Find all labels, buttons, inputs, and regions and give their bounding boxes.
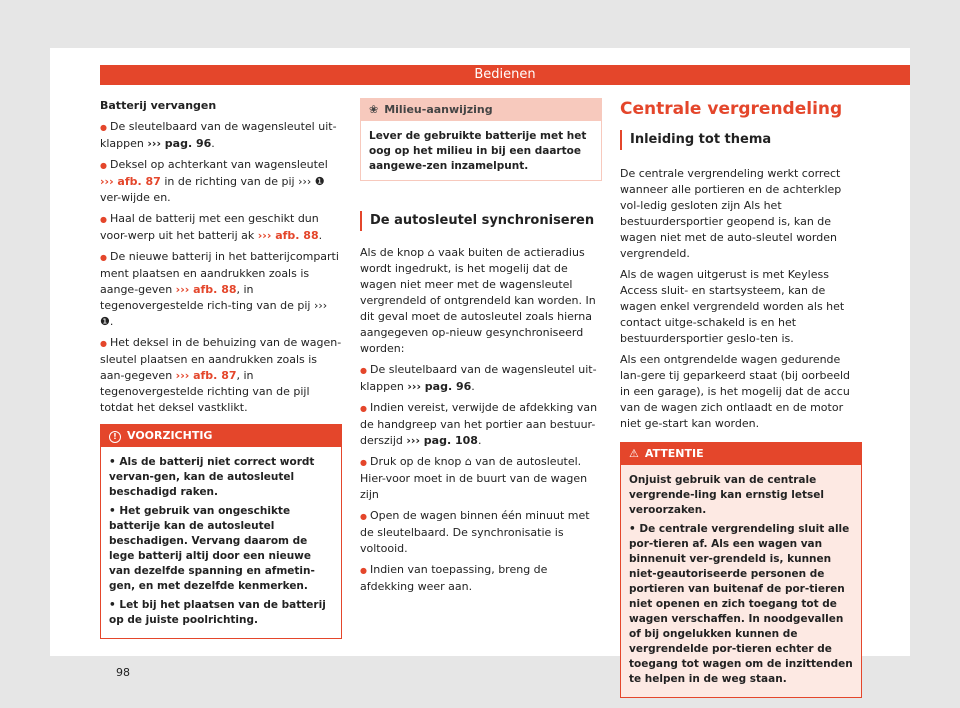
list-item <box>109 598 333 628</box>
caution-title: VOORZICHTIG <box>127 429 213 442</box>
page-number: 98 <box>116 666 130 679</box>
list-item <box>360 362 602 395</box>
step-text: De sleutelbaard van de wagensleutel uit-klappen <box>360 363 597 393</box>
chapter-subtitle: Inleiding tot thema <box>620 130 862 150</box>
info-circle-icon: ! <box>109 431 121 443</box>
bullet-icon: ● <box>360 512 367 521</box>
bullet-icon: • <box>109 599 120 611</box>
column-middle <box>360 98 602 600</box>
list-item <box>100 249 342 330</box>
battery-steps <box>100 119 342 416</box>
list-item <box>100 211 342 244</box>
list-item <box>360 454 602 503</box>
caution-body <box>101 447 341 638</box>
cross-reference-link[interactable]: ››› afb. 87 <box>175 369 237 382</box>
bullet-icon: • <box>109 456 120 468</box>
chapter-header: Bedienen <box>100 65 910 85</box>
environment-header <box>361 99 601 121</box>
bullet-text: Let bij het plaatsen van de batterij op de juiste poolrichting. <box>109 599 326 626</box>
bullet-icon: ● <box>100 253 107 262</box>
sync-steps <box>360 362 602 595</box>
intro-paragraphs <box>620 166 862 432</box>
attention-body <box>621 465 861 697</box>
step-text: Open de wagen binnen één minuut met de sleutelbaard. De synchronisatie is voltooid. <box>360 509 590 555</box>
list-item <box>360 508 602 557</box>
bullet-icon: ● <box>100 215 107 224</box>
caution-header <box>101 425 341 447</box>
paragraph: De centrale vergrendeling werkt correct wanneer alle portieren en de achterklep vol-ledig gesloten zijn Als het bestuurdersportier geopend is, kan de wagen niet met de auto-sleutel worden vergrendeld. <box>620 167 842 260</box>
paragraph: Als een ontgrendelde wagen gedurende lan-gere tij geparkeerd staat (bij oorbeeld in een garage), is het mogelij dat de accu van de wagen zich ontlaadt en de motor niet ge-start kan worden. <box>620 353 851 430</box>
page <box>50 48 910 685</box>
step-text: Druk op de knop ⌂ van de autosleutel. Hier-voor moet in de buurt van de wagen zijn <box>360 455 588 501</box>
cross-reference-link[interactable]: ››› afb. 88 <box>175 283 237 296</box>
bullet-icon: ● <box>360 566 367 575</box>
caution-box <box>100 424 342 639</box>
leaf-icon: ❀ <box>369 103 379 116</box>
chapter-title: Centrale vergrendeling <box>620 99 843 119</box>
sync-intro: Als de knop ⌂ vaak buiten de actieradius wordt ingedrukt, is het mogelij dat de wagen niet meer met de wagensleutel vergrendeld of ontgrendeld kan worden. In dit geval moet de autosleutel zoals hierna aangegeven op-nieuw gesynchroniseerd worden: <box>360 246 596 355</box>
bullet-icon: ● <box>100 123 107 132</box>
list-item <box>100 335 342 416</box>
warning-triangle-icon: ⚠ <box>629 447 639 460</box>
cross-reference-link[interactable]: ››› pag. 96 <box>407 380 472 393</box>
list-item <box>109 455 333 500</box>
step-text-end: . <box>318 229 323 242</box>
list-item <box>100 119 342 152</box>
step-text: Indien vereist, verwijde de afdekking van de handgreep van het portier aan bestuur-derszijd <box>360 401 598 447</box>
bullet-icon: ● <box>360 404 367 413</box>
step-text: Haal de batterij met een geschikt dun voor-werp uit het batterij ak <box>100 212 319 242</box>
step-text: De nieuwe batterij in het batterijcomparti ment plaatsen en aandrukken zoals is aange-geven <box>100 250 339 296</box>
cross-reference-link[interactable]: ››› pag. 108 <box>406 434 478 447</box>
step-text-end: in de richting van de pij ››› ❶ ver-wijde en. <box>100 175 325 204</box>
step-text: Deksel op achterkant van wagensleutel <box>109 158 328 171</box>
bullet-text: De centrale vergrendeling sluit alle por-tieren af. Als een wagen van binnenuit ver-grendeld is, kunnen niet-geautoriseerde personen de portieren van buitenaf de por-tieren niet openen en zich toegang tot de wagen verschaffen. In noodgevallen of bij ongelukken kunnen de vergrendelde por-tieren echter de toegang tot wagen om de inzittenden te helpen in de weg staan. <box>629 523 853 685</box>
step-text-end: , in tegenovergestelde rich-ting van de pij ››› ❶. <box>100 283 328 328</box>
attention-title: ATTENTIE <box>644 447 704 460</box>
column-right <box>620 98 862 698</box>
environment-box <box>360 98 602 181</box>
step-text: Het deksel in de behuizing van de wagen-sleutel plaatsen en aandrukken zoals is aan-gegeven <box>100 336 342 382</box>
cross-reference-link[interactable]: ››› afb. 87 <box>100 175 161 188</box>
attention-items <box>629 522 853 687</box>
step-text-end: . <box>471 380 475 393</box>
column-left <box>100 98 342 639</box>
bullet-icon: ● <box>100 339 107 348</box>
list-item <box>629 522 853 687</box>
attention-box <box>620 442 862 698</box>
list-item <box>100 157 342 206</box>
bullet-icon: ● <box>360 458 367 467</box>
step-text-end: . <box>211 137 215 150</box>
attention-header <box>621 443 861 465</box>
bullet-text: Als de batterij niet correct wordt vervan-gen, kan de autosleutel beschadigd raken. <box>109 456 315 498</box>
step-text: Indien van toepassing, breng de afdekking weer aan. <box>360 563 548 593</box>
step-text: De sleutelbaard van de wagensleutel uit-klappen <box>100 120 337 150</box>
section-title-sync: De autosleutel synchroniseren <box>360 211 602 231</box>
cross-reference-link[interactable]: ››› afb. 88 <box>257 229 319 242</box>
bullet-icon: • <box>629 523 640 535</box>
bullet-icon: • <box>109 505 120 517</box>
step-text-end: . <box>477 434 482 447</box>
cross-reference-link[interactable]: ››› pag. 96 <box>147 137 212 150</box>
environment-text: Lever de gebruikte batterije met het oog op het milieu in bij een daartoe aangewe-zen inzamelpunt. <box>369 130 587 172</box>
list-item <box>360 400 602 449</box>
environment-title: Milieu-aanwijzing <box>384 103 493 116</box>
section-heading-battery: Batterij vervangen <box>100 99 217 112</box>
bullet-icon: ● <box>360 366 367 375</box>
list-item <box>109 504 333 594</box>
attention-lead: Onjuist gebruik van de centrale vergrende-ling kan ernstig letsel veroorzaken. <box>629 474 824 516</box>
bullet-text: Het gebruik van ongeschikte batterije kan de autosleutel beschadigen. Vervang daarom de lege batterij altij door een nieuwe van dezelfde spanning en afmetin-gen, en met dezelfde kenmerken. <box>109 505 315 592</box>
step-text-end: , in tegenovergestelde richting van de pijl totdat het deksel vastklikt. <box>100 369 310 414</box>
bullet-icon: ● <box>100 161 107 170</box>
paragraph: Als de wagen uitgerust is met Keyless Access sluit- en startsysteem, kan de wagen enkel vergrendeld worden als het contact uitge-schakeld is en het bestuurdersportier geslo-ten is. <box>620 268 845 345</box>
list-item <box>360 562 602 595</box>
